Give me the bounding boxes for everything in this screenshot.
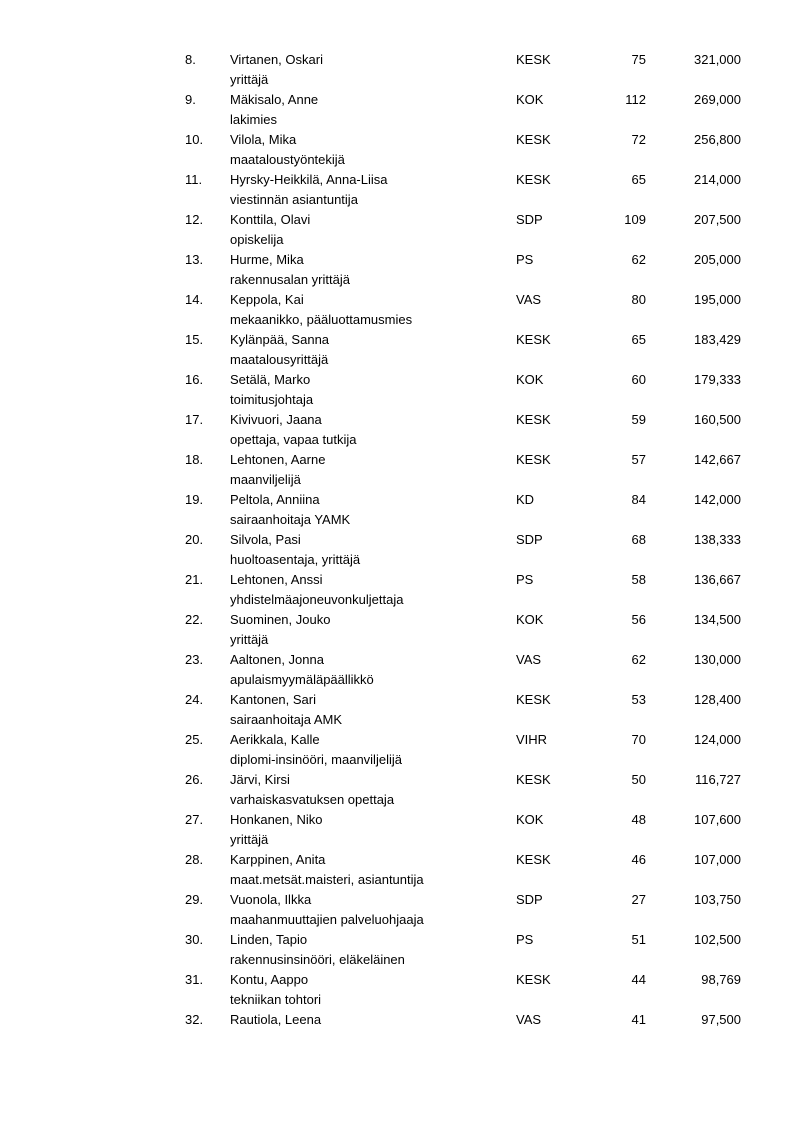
candidate-votes: 70 [631, 732, 646, 747]
candidate-party: KESK [516, 172, 551, 187]
candidate-occupation: rakennusinsinööri, eläkeläinen [230, 952, 405, 967]
candidate-number: 9. [185, 92, 196, 107]
candidate-comparison: 207,500 [694, 212, 741, 227]
candidate-comparison: 98,769 [701, 972, 741, 987]
candidate-name: Linden, Tapio [230, 932, 308, 947]
candidate-votes: 44 [631, 972, 646, 987]
candidate-number: 22. [185, 612, 204, 627]
candidate-comparison: 269,000 [694, 92, 741, 107]
candidate-row [185, 930, 741, 970]
candidate-occupation: viestinnän asiantuntija [230, 192, 358, 207]
candidate-occupation: varhaiskasvatuksen opettaja [230, 792, 395, 807]
candidate-row [185, 290, 741, 330]
candidate-votes: 68 [631, 532, 646, 547]
candidate-occupation: lakimies [230, 112, 277, 127]
candidate-row [185, 970, 741, 1010]
candidate-row [185, 610, 741, 650]
candidate-number: 14. [185, 292, 204, 307]
candidate-row [185, 1010, 741, 1030]
candidate-name: Lehtonen, Aarne [230, 452, 326, 467]
candidate-occupation: maat.metsät.maisteri, asiantuntija [230, 872, 424, 887]
candidate-row [185, 730, 741, 770]
candidate-row [185, 90, 741, 130]
candidate-row [185, 210, 741, 250]
candidate-party: KOK [516, 612, 544, 627]
candidate-number: 23. [185, 652, 204, 667]
candidate-votes: 27 [631, 892, 646, 907]
candidate-party: VAS [516, 652, 542, 667]
candidate-votes: 65 [631, 172, 646, 187]
candidate-votes: 75 [631, 52, 646, 67]
candidate-name: Virtanen, Oskari [230, 52, 323, 67]
candidate-comparison: 138,333 [694, 532, 741, 547]
candidate-votes: 50 [631, 772, 646, 787]
candidate-votes: 59 [631, 412, 646, 427]
candidate-party: PS [516, 572, 534, 587]
candidate-name: Lehtonen, Anssi [230, 572, 323, 587]
candidate-comparison: 195,000 [694, 292, 741, 307]
candidate-name: Vilola, Mika [230, 132, 297, 147]
candidate-name: Mäkisalo, Anne [230, 92, 319, 107]
candidate-number: 29. [185, 892, 204, 907]
candidate-votes: 72 [631, 132, 646, 147]
candidate-name: Kantonen, Sari [230, 692, 317, 707]
candidate-number: 20. [185, 532, 204, 547]
candidate-row [185, 570, 741, 610]
candidate-comparison: 130,000 [694, 652, 741, 667]
candidate-name: Kylänpää, Sanna [230, 332, 330, 347]
candidate-number: 11. [185, 172, 203, 187]
candidate-number: 12. [185, 212, 204, 227]
candidate-comparison: 107,600 [694, 812, 741, 827]
candidate-party: KD [516, 492, 535, 507]
candidate-name: Hyrsky-Heikkilä, Anna-Liisa [230, 172, 388, 187]
candidate-comparison: 103,750 [694, 892, 741, 907]
candidate-row [185, 250, 741, 290]
candidate-number: 19. [185, 492, 204, 507]
candidate-number: 10. [185, 132, 204, 147]
candidate-party: KESK [516, 332, 551, 347]
candidate-occupation: sairaanhoitaja YAMK [230, 512, 351, 527]
candidate-party: KESK [516, 692, 551, 707]
candidate-party: PS [516, 932, 534, 947]
candidate-party: KESK [516, 452, 551, 467]
candidate-number: 32. [185, 1012, 204, 1027]
candidate-comparison: 321,000 [694, 52, 741, 67]
candidate-votes: 109 [624, 212, 646, 227]
candidate-votes: 53 [631, 692, 646, 707]
candidate-number: 16. [185, 372, 204, 387]
candidate-number: 8. [185, 52, 196, 67]
candidate-comparison: 142,000 [694, 492, 741, 507]
candidate-name: Kontu, Aappo [230, 972, 309, 987]
candidate-occupation: mekaanikko, pääluottamusmies [230, 312, 413, 327]
candidate-occupation: diplomi-insinööri, maanviljelijä [230, 752, 402, 767]
candidate-votes: 65 [631, 332, 646, 347]
candidate-row [185, 490, 741, 530]
candidate-party: PS [516, 252, 534, 267]
candidate-number: 27. [185, 812, 204, 827]
candidate-row [185, 170, 741, 210]
candidate-number: 25. [185, 732, 204, 747]
candidate-comparison: 160,500 [694, 412, 741, 427]
candidate-row [185, 130, 741, 170]
candidate-name: Peltola, Anniina [230, 492, 320, 507]
candidate-comparison: 179,333 [694, 372, 741, 387]
candidate-name: Karppinen, Anita [230, 852, 326, 867]
candidate-name: Järvi, Kirsi [230, 772, 290, 787]
candidate-comparison: 205,000 [694, 252, 741, 267]
candidate-name: Konttila, Olavi [230, 212, 311, 227]
candidate-number: 31. [185, 972, 204, 987]
candidate-comparison: 107,000 [694, 852, 741, 867]
candidate-votes: 84 [631, 492, 646, 507]
candidate-occupation: rakennusalan yrittäjä [230, 272, 350, 287]
candidate-occupation: maanviljelijä [230, 472, 301, 487]
candidate-votes: 51 [631, 932, 646, 947]
candidate-comparison: 97,500 [701, 1012, 741, 1027]
candidate-name: Hurme, Mika [230, 252, 304, 267]
candidate-occupation: yrittäjä [230, 832, 269, 847]
candidate-party: SDP [516, 892, 543, 907]
candidate-number: 13. [185, 252, 204, 267]
candidate-party: SDP [516, 532, 543, 547]
candidate-number: 15. [185, 332, 204, 347]
candidate-name: Rautiola, Leena [230, 1012, 322, 1027]
candidate-party: KESK [516, 132, 551, 147]
candidate-name: Vuonola, Ilkka [230, 892, 312, 907]
candidate-comparison: 102,500 [694, 932, 741, 947]
candidate-occupation: opettaja, vapaa tutkija [230, 432, 357, 447]
candidate-name: Honkanen, Niko [230, 812, 323, 827]
candidate-occupation: tekniikan tohtori [230, 992, 322, 1007]
candidate-number: 30. [185, 932, 204, 947]
candidate-party: VAS [516, 1012, 542, 1027]
candidate-party: KESK [516, 852, 551, 867]
candidate-party: VIHR [516, 732, 548, 747]
candidate-comparison: 124,000 [694, 732, 741, 747]
candidate-votes: 56 [631, 612, 646, 627]
candidate-name: Setälä, Marko [230, 372, 311, 387]
candidate-number: 17. [185, 412, 204, 427]
candidate-occupation: maahanmuuttajien palveluohjaaja [230, 912, 424, 927]
candidate-number: 28. [185, 852, 204, 867]
candidate-party: KESK [516, 52, 551, 67]
candidate-party: KESK [516, 772, 551, 787]
candidate-votes: 41 [631, 1012, 646, 1027]
candidate-votes: 62 [631, 252, 646, 267]
candidate-row [185, 410, 741, 450]
candidate-comparison: 256,800 [694, 132, 741, 147]
candidate-row [185, 650, 741, 690]
candidate-name: Aaltonen, Jonna [230, 652, 324, 667]
candidate-row [185, 450, 741, 490]
candidate-occupation: toimitusjohtaja [230, 392, 314, 407]
candidate-name: Kivivuori, Jaana [230, 412, 322, 427]
candidate-name: Aerikkala, Kalle [230, 732, 320, 747]
candidate-occupation: apulaismyymäläpäällikkö [230, 672, 374, 687]
candidate-row [185, 810, 741, 850]
candidate-votes: 58 [631, 572, 646, 587]
candidate-comparison: 142,667 [694, 452, 741, 467]
candidate-votes: 112 [625, 92, 646, 107]
candidate-occupation: yhdistelmäajoneuvonkuljettaja [230, 592, 404, 607]
candidate-votes: 57 [631, 452, 646, 467]
candidate-row [185, 850, 741, 890]
candidate-party: KOK [516, 372, 544, 387]
candidate-occupation: maatalousyrittäjä [230, 352, 329, 367]
candidate-party: KESK [516, 972, 551, 987]
candidate-comparison: 128,400 [694, 692, 741, 707]
candidate-occupation: huoltoasentaja, yrittäjä [230, 552, 361, 567]
candidate-name: Suominen, Jouko [230, 612, 331, 627]
candidate-number: 18. [185, 452, 204, 467]
candidate-party: VAS [516, 292, 542, 307]
candidate-occupation: maataloustyöntekijä [230, 152, 345, 167]
candidate-list [185, 50, 741, 1030]
candidate-occupation: yrittäjä [230, 632, 269, 647]
candidate-party: KOK [516, 92, 544, 107]
candidate-votes: 62 [631, 652, 646, 667]
candidate-comparison: 116,727 [694, 772, 741, 787]
candidate-comparison: 136,667 [694, 572, 741, 587]
candidate-row [185, 530, 741, 570]
candidate-name: Keppola, Kai [230, 292, 304, 307]
candidate-occupation: sairaanhoitaja AMK [230, 712, 343, 727]
candidate-occupation: opiskelija [230, 232, 284, 247]
candidate-party: SDP [516, 212, 543, 227]
candidate-votes: 46 [631, 852, 646, 867]
candidate-comparison: 134,500 [694, 612, 741, 627]
candidate-occupation: yrittäjä [230, 72, 269, 87]
candidate-votes: 80 [631, 292, 646, 307]
candidate-row [185, 330, 741, 370]
candidate-row [185, 770, 741, 810]
candidate-party: KOK [516, 812, 544, 827]
candidate-number: 24. [185, 692, 204, 707]
candidate-party: KESK [516, 412, 551, 427]
candidate-number: 21. [185, 572, 204, 587]
candidate-row [185, 370, 741, 410]
candidate-name: Silvola, Pasi [230, 532, 301, 547]
candidate-votes: 60 [631, 372, 646, 387]
candidate-row [185, 50, 741, 90]
candidate-votes: 48 [631, 812, 646, 827]
candidate-comparison: 214,000 [694, 172, 741, 187]
candidate-comparison: 183,429 [694, 332, 741, 347]
candidate-row [185, 690, 741, 730]
candidate-number: 26. [185, 772, 204, 787]
candidate-row [185, 890, 741, 930]
